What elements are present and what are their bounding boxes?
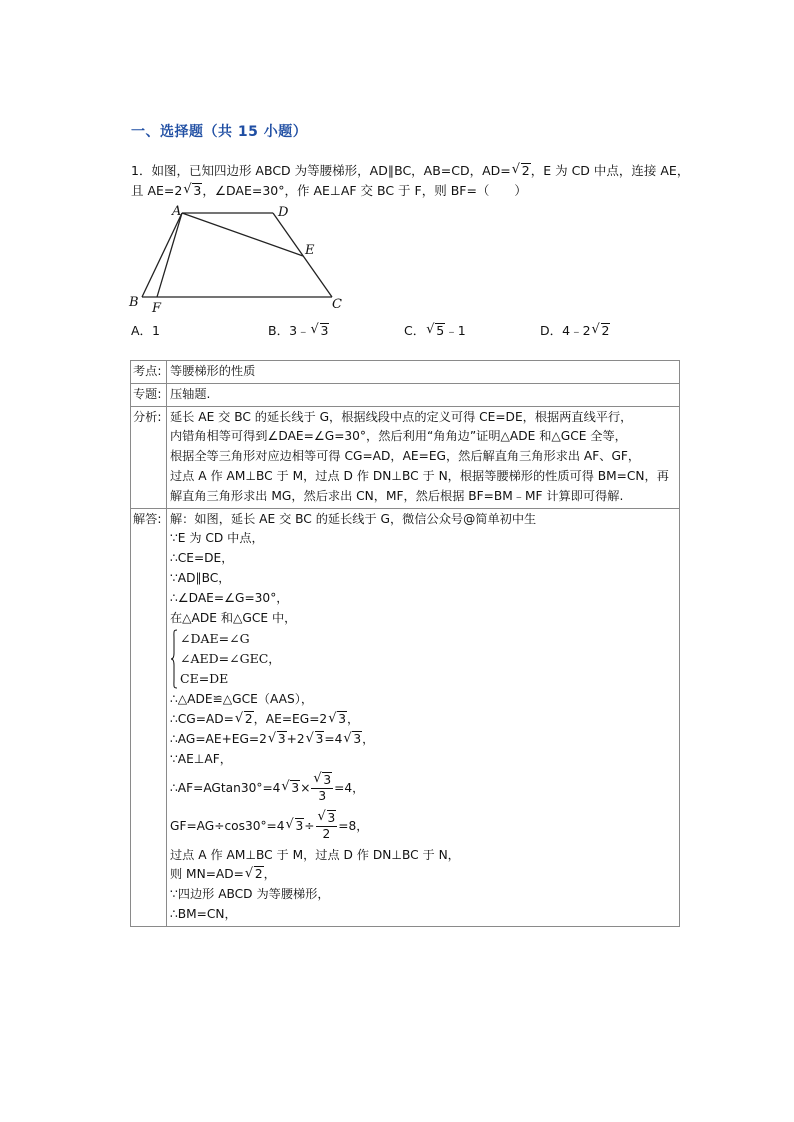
solution-line: ∵E 为 CD 中点， — [170, 531, 264, 546]
option-b[interactable]: B．3﹣√ 3 — [268, 321, 329, 339]
condition-line: ∠AED=∠GEC， — [180, 651, 281, 667]
solution-line: 过点 A 作 AM⊥BC 于 M，过点 D 作 DN⊥BC 于 N， — [170, 847, 460, 862]
condition-line: ∠DAE=∠G — [180, 631, 250, 647]
sqrt-symbol: √ 3 — [281, 770, 300, 806]
solution-line: 在△ADE 和△GCE 中， — [170, 610, 297, 625]
sqrt-symbol: √ 3 — [183, 182, 202, 200]
label-F: F — [152, 301, 162, 316]
condition-line: CE=DE — [180, 671, 229, 687]
sqrt-symbol: √ 2 — [235, 710, 254, 730]
fenxi-content — [167, 406, 680, 508]
solution-line: 解：如图，延长 AE 交 BC 的延长线于 G，微信公众号@简单初中生 — [170, 511, 537, 526]
fenxi-line: 内错角相等可得到∠DAE=∠G=30°，然后利用“角角边”证明△ADE 和△GCE 全等， — [170, 429, 627, 444]
left-brace-icon — [170, 629, 178, 689]
question-line-2 — [131, 182, 527, 200]
answer-options — [131, 321, 691, 341]
fenxi-line: 根据全等三角形对应边相等可得 CG=AD，AE=EG，然后解直角三角形求出 AF、GF， — [170, 449, 641, 464]
option-d[interactable]: D．4﹣2√ 2 — [540, 321, 610, 339]
sqrt-symbol: √ 2 — [245, 865, 264, 885]
label-D: D — [278, 205, 289, 220]
trapezoid-diagram — [125, 200, 355, 318]
solution-line: ∵四边形 ABCD 为等腰梯形， — [170, 887, 330, 902]
solution-line: ∴△ADE≌△GCE（AAS）， — [170, 692, 314, 707]
question-text: 1．如图，已知四边形 ABCD 为等腰梯形，AD∥BC，AB=CD，AD= — [131, 163, 511, 178]
fenxi-label: 分析: — [131, 406, 167, 508]
row-kaodian — [131, 361, 680, 384]
solution-line: ∴BM=CN， — [170, 906, 237, 921]
solution-line: ∵AD∥BC， — [170, 570, 231, 585]
kaodian-content: 等腰梯形的性质 — [167, 361, 680, 384]
solution-line: ∴CG=AD=√ 2，AE=EG=2√ 3， — [170, 710, 676, 730]
label-A: A — [172, 204, 182, 219]
fenxi-line: 过点 A 作 AM⊥BC 于 M，过点 D 作 DN⊥BC 于 N，根据等腰梯形的性质可得 BM=CN，再 — [170, 468, 669, 483]
label-C: C — [332, 297, 342, 312]
sqrt-symbol: √ 2 — [592, 323, 611, 338]
fraction: √ $\frac{3}{3}$ — [311, 772, 333, 804]
sqrt-symbol: √ 3 — [343, 730, 362, 750]
sqrt-symbol: √ 3 — [328, 710, 347, 730]
fraction: √ $\frac{3}{2}$ — [316, 810, 338, 842]
row-zhuanti — [131, 383, 680, 406]
question-text: 且 AE=2 — [131, 183, 183, 198]
sqrt-symbol: √ 3 — [268, 730, 287, 750]
zhuanti-label: 专题: — [131, 383, 167, 406]
row-jieda — [131, 508, 680, 926]
section-title: 一、选择题（共 15 小题） — [131, 124, 308, 140]
jieda-label: 解答: — [131, 508, 167, 926]
question-text: ，E 为 CD 中点，连接 AE， — [530, 163, 690, 178]
option-a[interactable]: A．1 — [131, 323, 161, 338]
segment-AF — [157, 213, 182, 297]
question-line-1 — [131, 162, 689, 180]
question-text: ，∠DAE=30°，作 AE⊥AF 交 BC 于 F，则 BF=（ ） — [202, 183, 527, 198]
sqrt-symbol: √ 2 — [512, 162, 531, 180]
solution-line: ∴∠DAE=∠G=30°， — [170, 590, 289, 605]
edge-DC — [273, 213, 332, 297]
solution-line: ∴AG=AE+EG=2√ 3+2√ 3=4√ 3， — [170, 730, 676, 750]
option-c[interactable]: C．√ 5﹣1 — [404, 321, 466, 339]
zhuanti-content: 压轴题. — [167, 383, 680, 406]
label-B: B — [129, 295, 139, 310]
fenxi-line: 解直角三角形求出 MG，然后求出 CN，MF，然后根据 BF=BM﹣MF 计算即可得解. — [170, 488, 624, 503]
solution-line: GF=AG÷cos30°=4√ 3÷ √ $\frac{3}{2}$ =8， — [170, 806, 676, 846]
sqrt-symbol: √ 3 — [311, 323, 330, 338]
edge-AB — [142, 213, 182, 297]
label-E: E — [305, 243, 315, 258]
congruence-conditions — [170, 629, 676, 689]
jieda-content — [167, 508, 680, 926]
solution-line: 则 MN=AD=√ 2， — [170, 865, 676, 885]
fenxi-line: 延长 AE 交 BC 的延长线于 G，根据线段中点的定义可得 CE=DE，根据两直线平行， — [170, 409, 633, 424]
solution-line: ∴AF=AGtan30°=4√ 3× √ $\frac{3}{3}$ =4， — [170, 770, 676, 806]
solution-line: ∴CE=DE， — [170, 551, 234, 566]
analysis-table — [130, 360, 680, 927]
row-fenxi — [131, 406, 680, 508]
sqrt-symbol: √ 3 — [306, 730, 325, 750]
sqrt-symbol: √ 3 — [286, 806, 305, 846]
sqrt-symbol: √ 5 — [426, 323, 445, 338]
kaodian-label: 考点: — [131, 361, 167, 384]
solution-line: ∵AE⊥AF， — [170, 751, 232, 766]
